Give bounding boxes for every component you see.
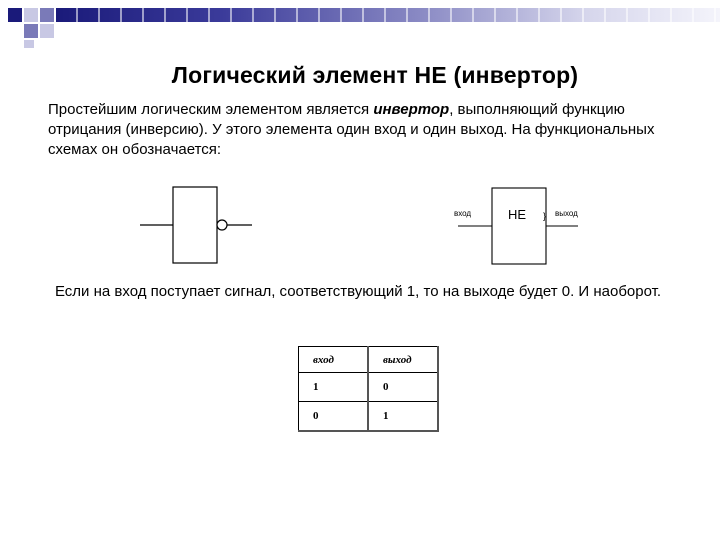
intro-emphasis: инвертор [373,101,450,118]
labeled-gate-input-label: вход [454,209,472,218]
labeled-gate-body-label: НЕ [508,207,527,222]
intro-text-start: Простейшим логическим элементом является [48,101,374,118]
deco-square-dark [8,8,22,22]
truth-table [298,346,439,432]
intro-paragraph [48,100,658,160]
not-gate-labeled [452,186,588,266]
deco-square-mid [24,24,38,38]
labeled-gate-drawing [452,186,588,266]
cell-input: 0 [299,402,369,432]
slide-title: Логический элемент НЕ (инвертор) [171,62,579,88]
gate-body [173,187,217,263]
header-input: вход [299,347,369,373]
cell-output: 1 [368,402,438,432]
intro-text-end: , выполняющий функцию отрицания (инверсию). У этого элемента один вход и один выход. На функциональных схемах он обозначается: [48,101,655,158]
truth-table-header [299,347,439,373]
cell-output: 0 [368,373,438,402]
output-marker: } [543,211,547,221]
not-gate-symbol [140,186,260,266]
cell-input: 1 [299,373,369,402]
inversion-bubble [217,220,227,230]
labeled-gate-output-label: выход [555,209,578,218]
table-row [299,373,439,402]
header-output: выход [368,347,438,373]
deco-square-light [24,40,34,48]
deco-square-mid [40,8,54,22]
deco-square-light [40,24,54,38]
table-row [299,402,439,432]
header-band-stripes [56,8,720,22]
decorative-squares [0,0,60,50]
behavior-note: Если на вход поступает сигнал, соответствующий 1, то на выходе будет 0. И наоборот. [54,283,662,300]
deco-square-light [24,8,38,22]
labeled-gate-body [492,188,546,264]
